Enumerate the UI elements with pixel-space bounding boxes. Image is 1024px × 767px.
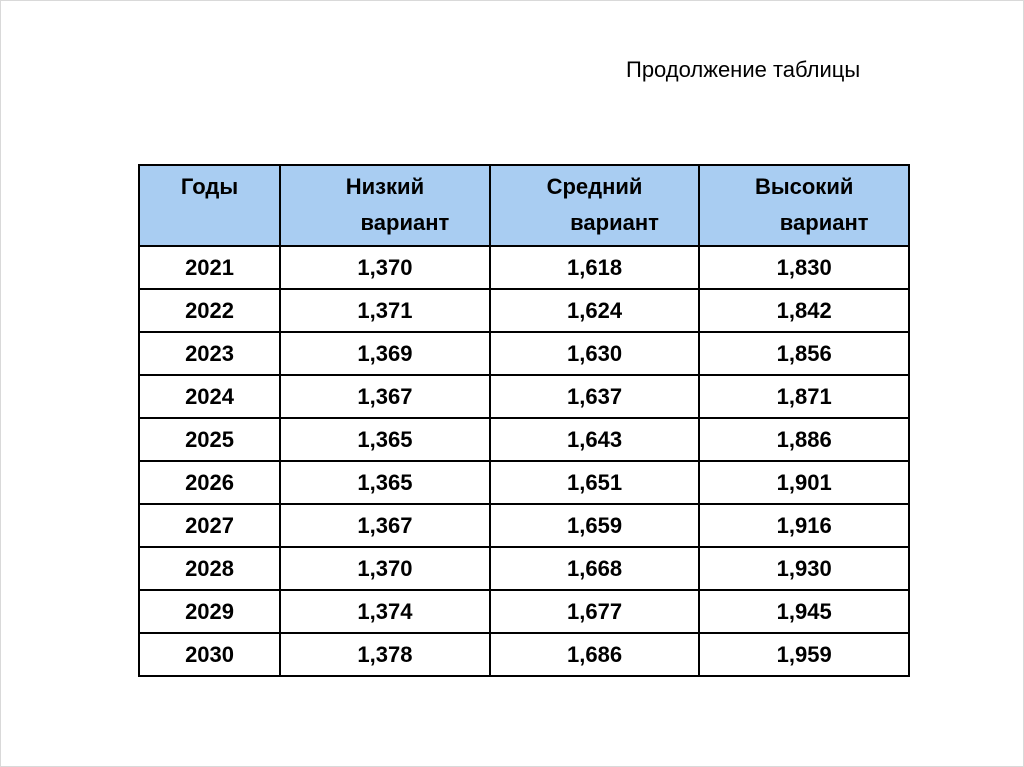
year-cell: 2026 xyxy=(139,461,280,504)
year-cell: 2030 xyxy=(139,633,280,676)
table-row xyxy=(139,504,909,547)
table-row xyxy=(139,461,909,504)
high-variant-cell: 1,856 xyxy=(699,332,909,375)
high-variant-cell: 1,871 xyxy=(699,375,909,418)
table-row xyxy=(139,332,909,375)
low-variant-cell: 1,365 xyxy=(280,461,490,504)
high-variant-cell: 1,901 xyxy=(699,461,909,504)
low-variant-cell: 1,378 xyxy=(280,633,490,676)
header-row xyxy=(139,165,909,246)
year-cell: 2025 xyxy=(139,418,280,461)
mid-variant-cell: 1,624 xyxy=(490,289,700,332)
forecast-table xyxy=(138,164,910,677)
header-high-sublabel: вариант xyxy=(779,210,869,235)
high-variant-cell: 1,916 xyxy=(699,504,909,547)
high-variant-cell: 1,842 xyxy=(699,289,909,332)
year-cell: 2021 xyxy=(139,246,280,289)
header-cell-high xyxy=(699,165,909,246)
low-variant-cell: 1,365 xyxy=(280,418,490,461)
high-variant-cell: 1,830 xyxy=(699,246,909,289)
mid-variant-cell: 1,686 xyxy=(490,633,700,676)
header-cell-low xyxy=(280,165,490,246)
year-cell: 2022 xyxy=(139,289,280,332)
header-cell-mid xyxy=(490,165,700,246)
low-variant-cell: 1,367 xyxy=(280,375,490,418)
mid-variant-cell: 1,668 xyxy=(490,547,700,590)
year-cell: 2027 xyxy=(139,504,280,547)
header-mid-label: Средний xyxy=(546,174,643,199)
year-cell: 2029 xyxy=(139,590,280,633)
header-cell-years xyxy=(139,165,280,246)
low-variant-cell: 1,371 xyxy=(280,289,490,332)
mid-variant-cell: 1,677 xyxy=(490,590,700,633)
header-mid-sublabel: вариант xyxy=(570,210,659,235)
year-cell: 2023 xyxy=(139,332,280,375)
table-body xyxy=(139,246,909,676)
header-low-sublabel: вариант xyxy=(360,210,450,235)
mid-variant-cell: 1,630 xyxy=(490,332,700,375)
header-low-label: Низкий xyxy=(345,174,425,199)
table-row xyxy=(139,633,909,676)
high-variant-cell: 1,959 xyxy=(699,633,909,676)
high-variant-cell: 1,945 xyxy=(699,590,909,633)
table-row xyxy=(139,289,909,332)
year-cell: 2024 xyxy=(139,375,280,418)
low-variant-cell: 1,374 xyxy=(280,590,490,633)
table-row xyxy=(139,246,909,289)
table-row xyxy=(139,590,909,633)
low-variant-cell: 1,369 xyxy=(280,332,490,375)
high-variant-cell: 1,930 xyxy=(699,547,909,590)
year-cell: 2028 xyxy=(139,547,280,590)
mid-variant-cell: 1,637 xyxy=(490,375,700,418)
table-header xyxy=(139,165,909,246)
low-variant-cell: 1,367 xyxy=(280,504,490,547)
mid-variant-cell: 1,651 xyxy=(490,461,700,504)
table-caption: Продолжение таблицы xyxy=(626,57,861,82)
low-variant-cell: 1,370 xyxy=(280,547,490,590)
table-row xyxy=(139,547,909,590)
header-high-label: Высокий xyxy=(754,174,854,199)
low-variant-cell: 1,370 xyxy=(280,246,490,289)
mid-variant-cell: 1,618 xyxy=(490,246,700,289)
mid-variant-cell: 1,643 xyxy=(490,418,700,461)
header-years-label: Годы xyxy=(180,174,239,199)
table-row xyxy=(139,418,909,461)
mid-variant-cell: 1,659 xyxy=(490,504,700,547)
table-row xyxy=(139,375,909,418)
high-variant-cell: 1,886 xyxy=(699,418,909,461)
